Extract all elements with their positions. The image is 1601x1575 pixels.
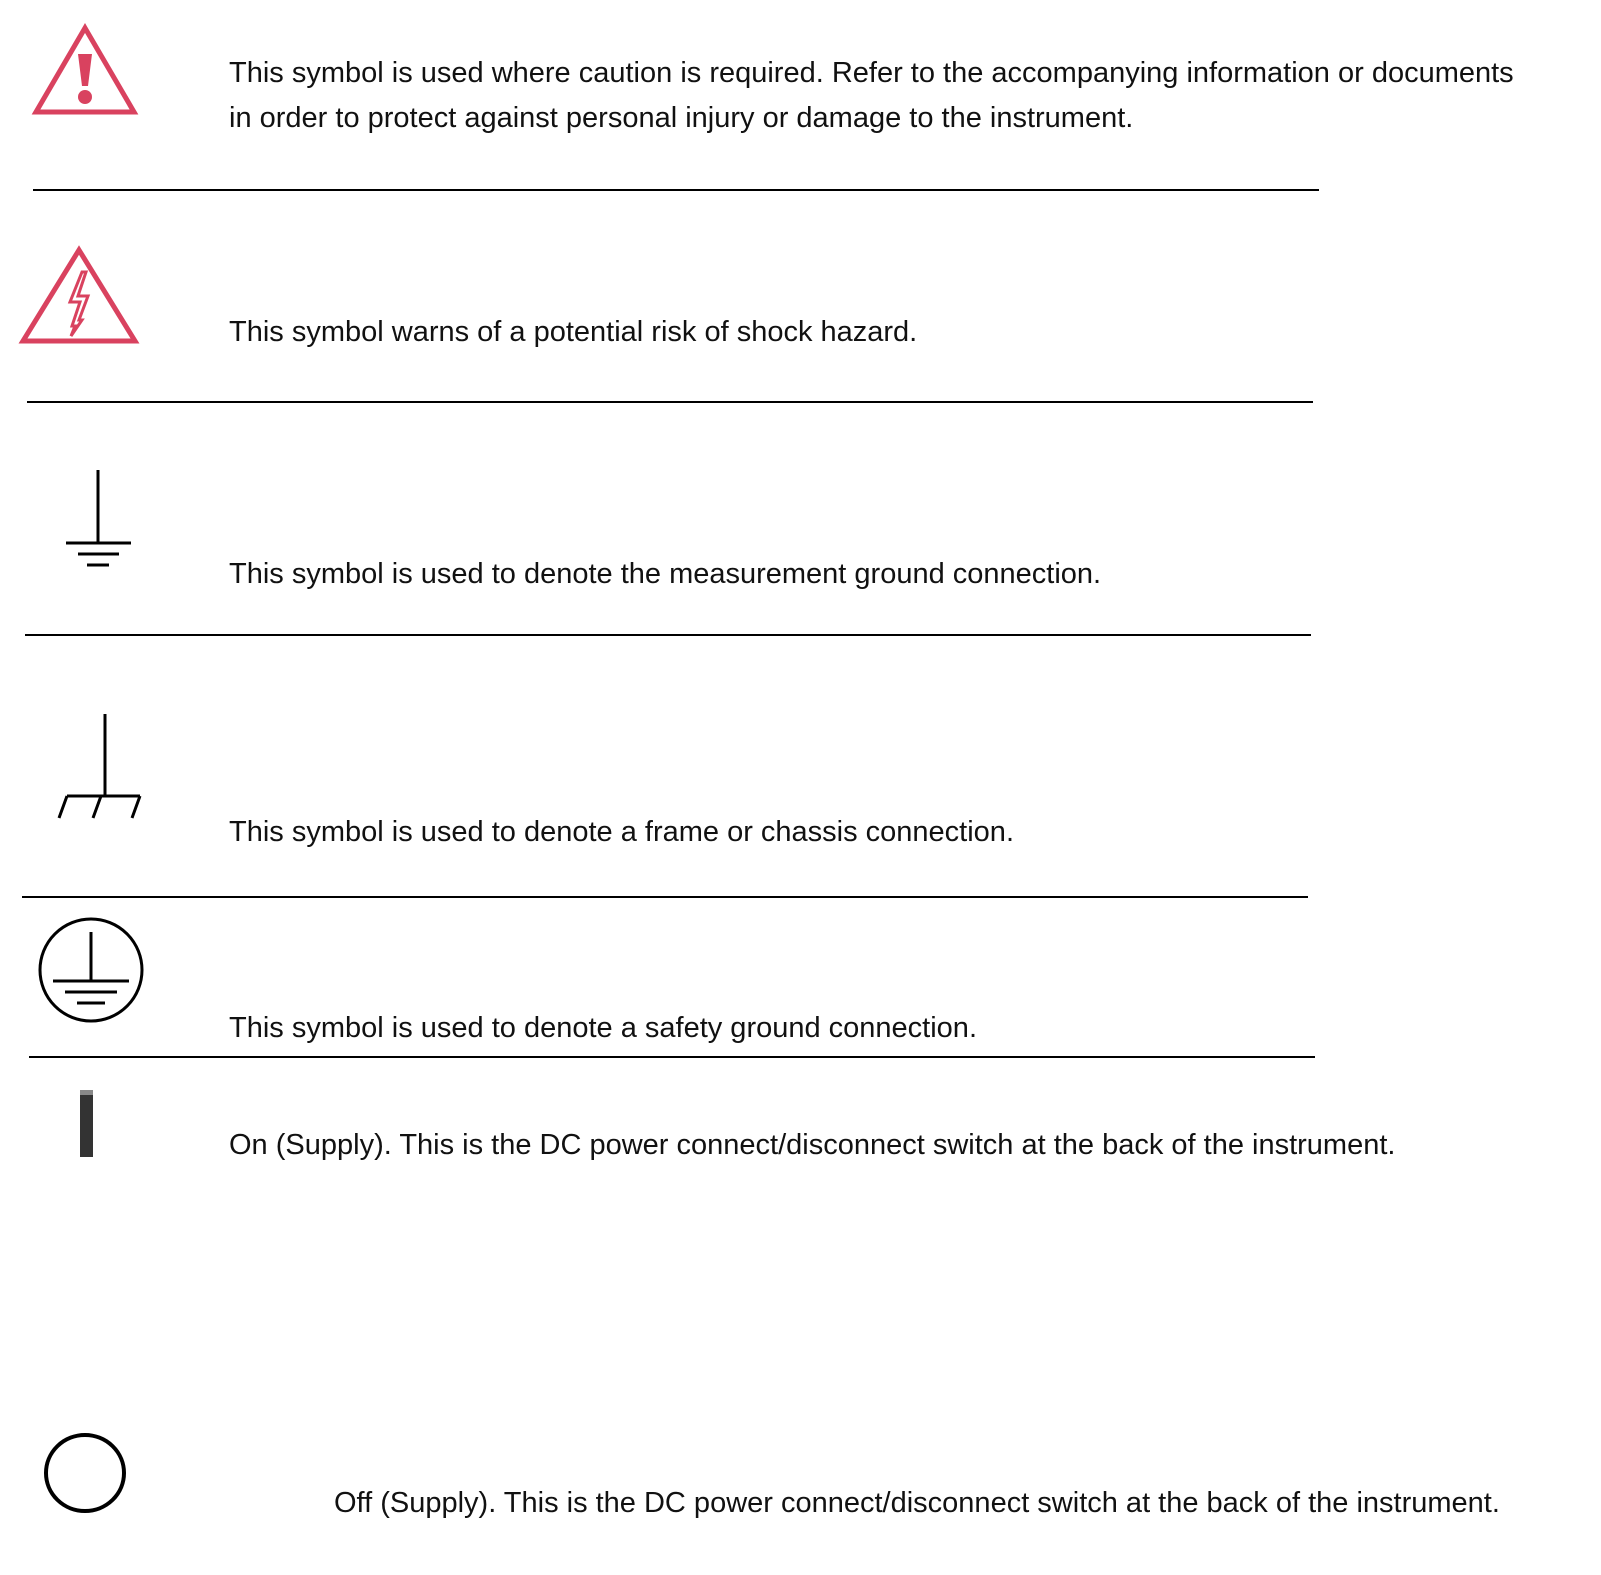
power-on-description: On (Supply). This is the DC power connect/disconnect switch at the back of the instrument. bbox=[229, 1129, 1396, 1161]
shock-hazard-description: This symbol warns of a potential risk of shock hazard. bbox=[229, 316, 918, 348]
shock-hazard-icon bbox=[20, 246, 138, 346]
measurement-ground-description: This symbol is used to denote the measurement ground connection. bbox=[229, 558, 1102, 590]
caution-description-line-1: This symbol is used where caution is required. Refer to the accompanying information or documents bbox=[229, 57, 1514, 89]
chassis-ground-icon bbox=[56, 714, 144, 820]
divider bbox=[27, 401, 1313, 403]
power-off-icon bbox=[43, 1432, 127, 1514]
safety-ground-description: This symbol is used to denote a safety ground connection. bbox=[229, 1012, 977, 1044]
measurement-ground-icon bbox=[60, 470, 136, 570]
divider bbox=[22, 896, 1308, 898]
divider bbox=[33, 189, 1319, 191]
safety-ground-icon bbox=[36, 914, 146, 1026]
caution-triangle-icon bbox=[32, 24, 138, 116]
power-off-description: Off (Supply). This is the DC power connect/disconnect switch at the back of the instrument. bbox=[334, 1487, 1500, 1519]
divider bbox=[29, 1056, 1315, 1058]
divider bbox=[25, 634, 1311, 636]
power-on-icon bbox=[80, 1090, 94, 1158]
caution-description-line-2: in order to protect against personal injury or damage to the instrument. bbox=[229, 102, 1134, 134]
chassis-ground-description: This symbol is used to denote a frame or chassis connection. bbox=[229, 816, 1014, 848]
